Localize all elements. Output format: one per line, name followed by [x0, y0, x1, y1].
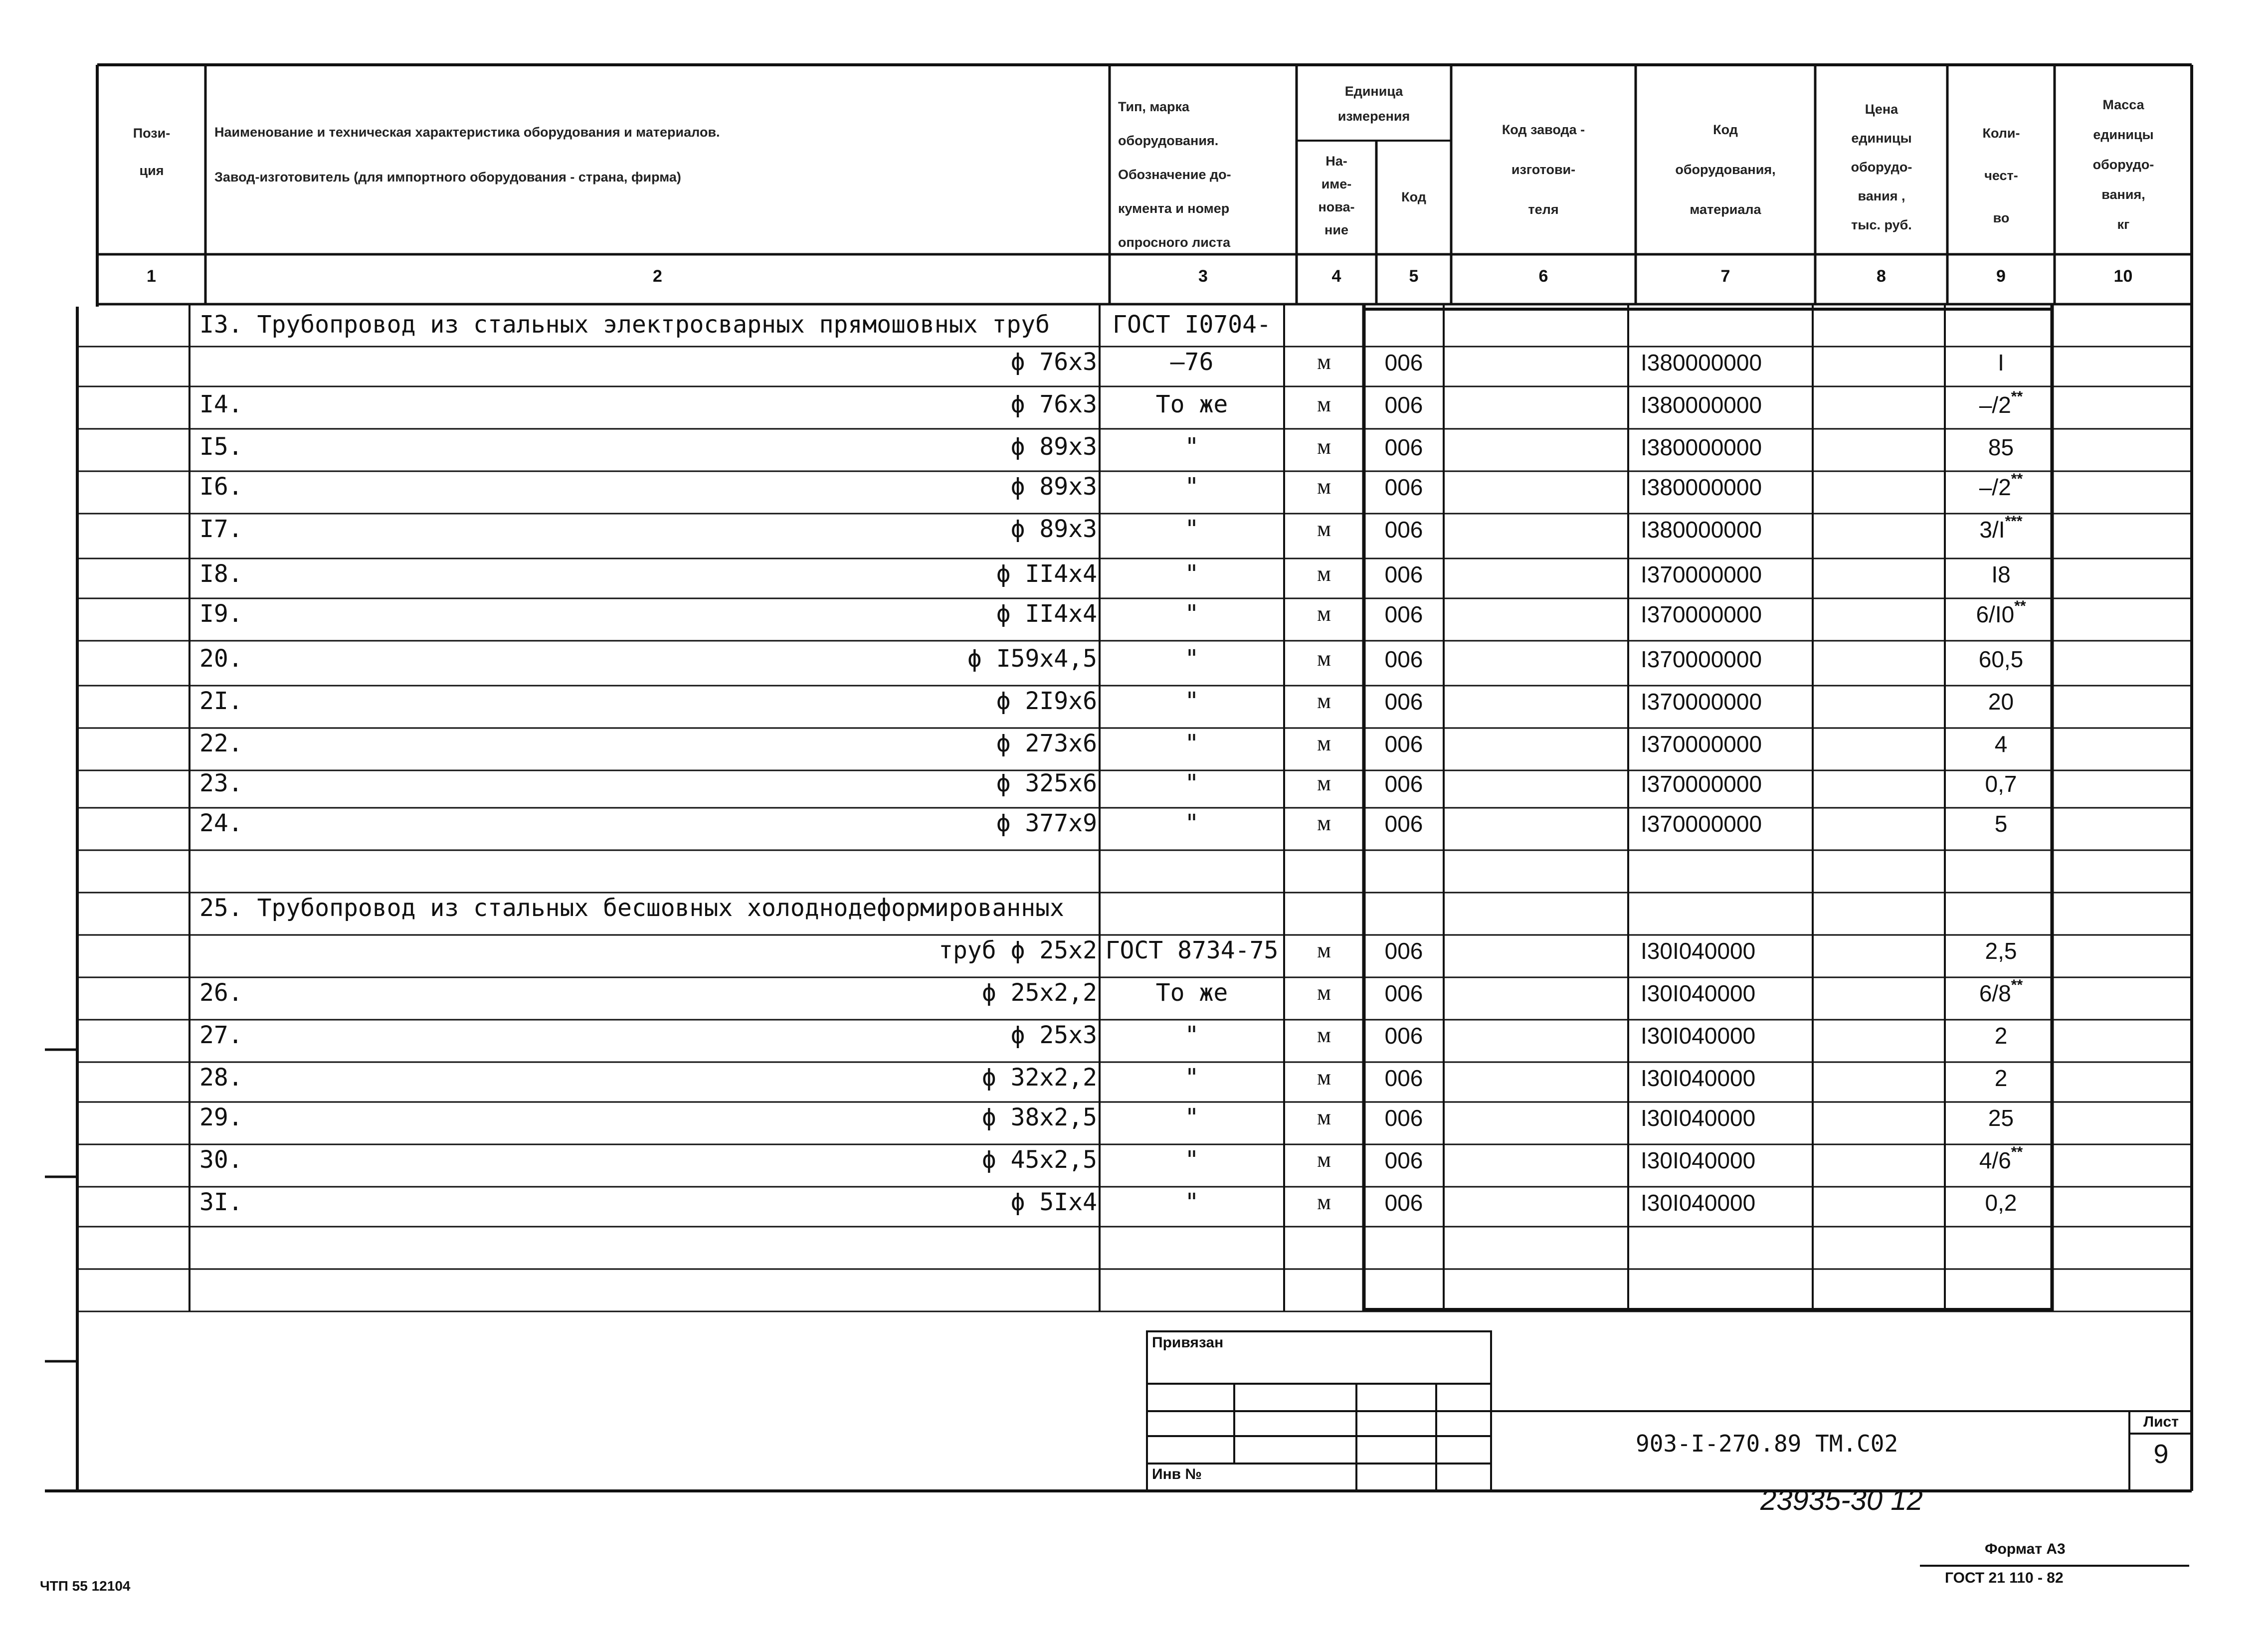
- row-type: ": [1184, 645, 1199, 673]
- row-size: ϕ 89x3: [1010, 473, 1097, 501]
- row-name: 29.: [199, 1103, 243, 1131]
- row-unit: м: [1317, 731, 1331, 755]
- row-unit-code: 006: [1384, 771, 1423, 797]
- row-equipment-code: I370000000: [1641, 689, 1762, 715]
- row-unit-code: 006: [1384, 517, 1423, 543]
- col-num-2: 2: [653, 267, 662, 286]
- row-equipment-code: I380000000: [1641, 434, 1762, 460]
- row-unit-code: 006: [1384, 350, 1423, 375]
- row-equipment-code: I370000000: [1641, 561, 1762, 587]
- row-quantity: 2: [1994, 1023, 2008, 1049]
- row-unit: м: [1317, 561, 1331, 586]
- row-unit-code: 006: [1384, 392, 1423, 418]
- row-equipment-code: I30I040000: [1641, 1023, 1756, 1049]
- header-price: Цена единицы оборудо- вания , тыс. руб.: [1851, 102, 1912, 232]
- row-size: ϕ 76x3: [1010, 390, 1097, 418]
- row-equipment-code: I380000000: [1641, 474, 1762, 500]
- row-name: 26.: [199, 979, 243, 1007]
- format-label: Формат А3: [1985, 1541, 2066, 1557]
- row-unit-code: 006: [1384, 731, 1423, 757]
- row-unit-code: 006: [1384, 1065, 1423, 1091]
- row-name: I4.: [199, 390, 243, 418]
- row-name: 2I.: [199, 687, 243, 715]
- row-unit: м: [1317, 1105, 1331, 1129]
- row-unit: м: [1317, 646, 1331, 671]
- row-unit-code: 006: [1384, 811, 1423, 837]
- row-unit: м: [1317, 1190, 1331, 1214]
- col-num-3: 3: [1198, 267, 1208, 286]
- footnote-mark: **: [2011, 388, 2023, 405]
- row-type: То же: [1155, 390, 1228, 418]
- row-type: ": [1184, 560, 1199, 588]
- row-name: 24.: [199, 809, 243, 837]
- col-num-7: 7: [1720, 267, 1730, 286]
- header-unit: Единица измерения: [1337, 84, 1410, 124]
- row-equipment-code: I370000000: [1641, 601, 1762, 627]
- privyazan-label: Привязан: [1152, 1334, 1224, 1351]
- row-unit: м: [1317, 1065, 1331, 1090]
- row-equipment-code: I370000000: [1641, 811, 1762, 837]
- sheet-label: Лист: [2143, 1414, 2179, 1430]
- row-equipment-code: I30I040000: [1641, 1065, 1756, 1091]
- row-unit: м: [1317, 980, 1331, 1005]
- header-unit-name: На- име- нова- ние: [1318, 154, 1355, 237]
- row-type: ": [1184, 515, 1199, 543]
- row-name: I3. Трубопровод из стальных электросварных прямошовных труб: [199, 311, 1050, 339]
- row-unit-code: 006: [1384, 1023, 1423, 1049]
- row-quantity: [1947, 598, 2055, 628]
- row-equipment-code: I370000000: [1641, 646, 1762, 672]
- col-num-8: 8: [1877, 267, 1886, 286]
- row-equipment-code: I30I040000: [1641, 938, 1756, 964]
- header-factory-code: Код завода - изготови- теля: [1502, 122, 1585, 217]
- footnote-mark: **: [2011, 1144, 2023, 1160]
- document-code: 903-I-270.89 ТМ.С02: [1636, 1430, 1898, 1457]
- col-num-6: 6: [1538, 267, 1548, 286]
- row-quantity: 85: [1988, 434, 2014, 460]
- col-num-10: 10: [2113, 267, 2133, 286]
- row-quantity: I: [1998, 350, 2004, 375]
- quantity-value: 4/6: [1979, 1147, 2011, 1173]
- row-quantity: 4: [1994, 731, 2008, 757]
- row-name: I6.: [199, 473, 243, 501]
- row-equipment-code: I30I040000: [1641, 1190, 1756, 1216]
- row-type: ГОСТ 8734-75: [1105, 936, 1279, 964]
- row-unit-code: 006: [1384, 1190, 1423, 1216]
- row-quantity: 5: [1994, 811, 2008, 837]
- row-name: 28.: [199, 1064, 243, 1092]
- header-unit-code: Код: [1401, 189, 1426, 204]
- row-unit-code: 006: [1384, 980, 1423, 1006]
- col-num-4: 4: [1331, 267, 1341, 286]
- row-unit: м: [1317, 434, 1331, 459]
- row-unit: м: [1317, 350, 1331, 374]
- col-num-5: 5: [1409, 267, 1419, 286]
- row-name: 23.: [199, 769, 243, 797]
- row-unit: м: [1317, 811, 1331, 835]
- row-type: ГОСТ I0704-: [1113, 311, 1271, 339]
- row-size: ϕ 38x2,5: [981, 1103, 1097, 1131]
- row-type: ": [1184, 730, 1199, 757]
- row-name: I9.: [199, 600, 243, 628]
- row-unit-code: 006: [1384, 689, 1423, 715]
- row-size: ϕ 25x2,2: [981, 979, 1097, 1007]
- row-type: ": [1184, 769, 1199, 797]
- row-size: ϕ 2I9x6: [996, 687, 1097, 715]
- row-type: ": [1184, 1146, 1199, 1174]
- quantity-value: –/2: [1979, 474, 2011, 500]
- row-size: труб ϕ 25x2: [939, 936, 1097, 964]
- row-name: 3I.: [199, 1188, 243, 1216]
- footer-code: ЧТП 55 12104: [40, 1578, 131, 1594]
- row-unit-code: 006: [1384, 434, 1423, 460]
- row-type: ": [1184, 600, 1199, 628]
- col-num-1: 1: [147, 267, 156, 286]
- row-unit-code: 006: [1384, 938, 1423, 964]
- col-num-9: 9: [1996, 267, 2006, 286]
- row-quantity: [1947, 1144, 2055, 1174]
- row-type: ": [1184, 473, 1199, 501]
- quantity-value: 6/8: [1979, 980, 2011, 1006]
- row-name: I7.: [199, 515, 243, 543]
- row-quantity: 20: [1988, 689, 2014, 715]
- row-unit-code: 006: [1384, 561, 1423, 587]
- header-quantity: Коли- чест- во: [1982, 126, 2020, 225]
- footnote-mark: **: [2011, 977, 2023, 993]
- header-name: Наименование и техническая характеристика оборудования и материалов. Завод-изготовитель (для импортного оборудования - страна, фирма): [214, 125, 720, 184]
- row-unit-code: 006: [1384, 474, 1423, 500]
- row-quantity: 25: [1988, 1105, 2014, 1131]
- row-size: ϕ 273x6: [996, 730, 1097, 757]
- inventory-number-label: Инв №: [1152, 1466, 1202, 1482]
- row-quantity: 2: [1994, 1065, 2008, 1091]
- row-name: 30.: [199, 1146, 243, 1174]
- row-unit: м: [1317, 771, 1331, 795]
- row-type: ": [1184, 1064, 1199, 1092]
- row-quantity: [1947, 977, 2055, 1007]
- quantity-value: 6/I0: [1976, 601, 2015, 627]
- row-type: ": [1184, 1188, 1199, 1216]
- row-unit: м: [1317, 938, 1331, 962]
- row-equipment-code: I30I040000: [1641, 980, 1756, 1006]
- sheet-number: 9: [2153, 1439, 2169, 1469]
- row-quantity: 0,2: [1985, 1190, 2017, 1216]
- row-size: ϕ 377x9: [996, 809, 1097, 837]
- row-type: ": [1184, 1021, 1199, 1049]
- row-unit-code: 006: [1384, 646, 1423, 672]
- header-mass: Масса единицы оборудо- вания, кг: [2092, 97, 2154, 232]
- row-name: 27.: [199, 1021, 243, 1049]
- row-size: ϕ 89x3: [1010, 433, 1097, 461]
- row-type: ": [1184, 433, 1199, 461]
- quantity-value: 3/I: [1979, 517, 2005, 543]
- row-quantity: [1947, 513, 2055, 543]
- footnote-mark: **: [2011, 471, 2023, 487]
- archive-stamp: 23935-30 12: [1760, 1484, 1923, 1516]
- row-type: То же: [1155, 979, 1228, 1007]
- row-equipment-code: I30I040000: [1641, 1147, 1756, 1173]
- row-quantity: [1947, 471, 2055, 501]
- row-type: ": [1184, 809, 1199, 837]
- footnote-mark: **: [2014, 598, 2026, 614]
- row-size: ϕ II4x4: [996, 560, 1097, 588]
- row-unit-code: 006: [1384, 1147, 1423, 1173]
- header-type: Тип, марка оборудования. Обозначение до- кумента и номер опросного листа: [1118, 99, 1231, 250]
- row-equipment-code: I370000000: [1641, 771, 1762, 797]
- row-unit: м: [1317, 392, 1331, 416]
- row-size: ϕ 325x6: [996, 769, 1097, 797]
- quantity-value: –/2: [1979, 392, 2011, 418]
- row-quantity: 60,5: [1978, 646, 2024, 672]
- row-quantity: 2,5: [1985, 938, 2017, 964]
- row-equipment-code: I370000000: [1641, 731, 1762, 757]
- row-type: –76: [1170, 348, 1214, 376]
- row-size: ϕ 25x3: [1010, 1021, 1097, 1049]
- row-unit-code: 006: [1384, 601, 1423, 627]
- row-equipment-code: I380000000: [1641, 350, 1762, 375]
- row-unit: м: [1317, 474, 1331, 499]
- row-name: 20.: [199, 645, 243, 673]
- row-unit: м: [1317, 1023, 1331, 1047]
- header-position: Пози- ция: [133, 126, 171, 178]
- row-size: ϕ 32x2,2: [981, 1064, 1097, 1092]
- row-unit: м: [1317, 601, 1331, 626]
- row-equipment-code: I380000000: [1641, 517, 1762, 543]
- row-unit: м: [1317, 517, 1331, 541]
- row-unit: м: [1317, 1147, 1331, 1172]
- row-type: ": [1184, 1103, 1199, 1131]
- row-size: ϕ I59x4,5: [967, 645, 1097, 673]
- row-quantity: 0,7: [1985, 771, 2017, 797]
- row-equipment-code: I380000000: [1641, 392, 1762, 418]
- row-size: ϕ II4x4: [996, 600, 1097, 628]
- row-quantity: [1947, 388, 2055, 418]
- row-size: ϕ 45x2,5: [981, 1146, 1097, 1174]
- row-name: 25. Трубопровод из стальных бесшовных холоднодеформированных: [199, 894, 1064, 922]
- header-equipment-code: Код оборудования, материала: [1675, 122, 1776, 217]
- row-unit-code: 006: [1384, 1105, 1423, 1131]
- row-unit: м: [1317, 689, 1331, 713]
- row-name: I8.: [199, 560, 243, 588]
- footnote-mark: ***: [2005, 513, 2023, 530]
- gost-label: ГОСТ 21 110 - 82: [1945, 1570, 2064, 1586]
- row-size: ϕ 89x3: [1010, 515, 1097, 543]
- row-quantity: I8: [1991, 561, 2011, 587]
- row-type: ": [1184, 687, 1199, 715]
- row-name: I5.: [199, 433, 243, 461]
- row-size: ϕ 76x3: [1010, 348, 1097, 376]
- row-equipment-code: I30I040000: [1641, 1105, 1756, 1131]
- row-name: 22.: [199, 730, 243, 757]
- row-size: ϕ 5Ix4: [1010, 1188, 1097, 1216]
